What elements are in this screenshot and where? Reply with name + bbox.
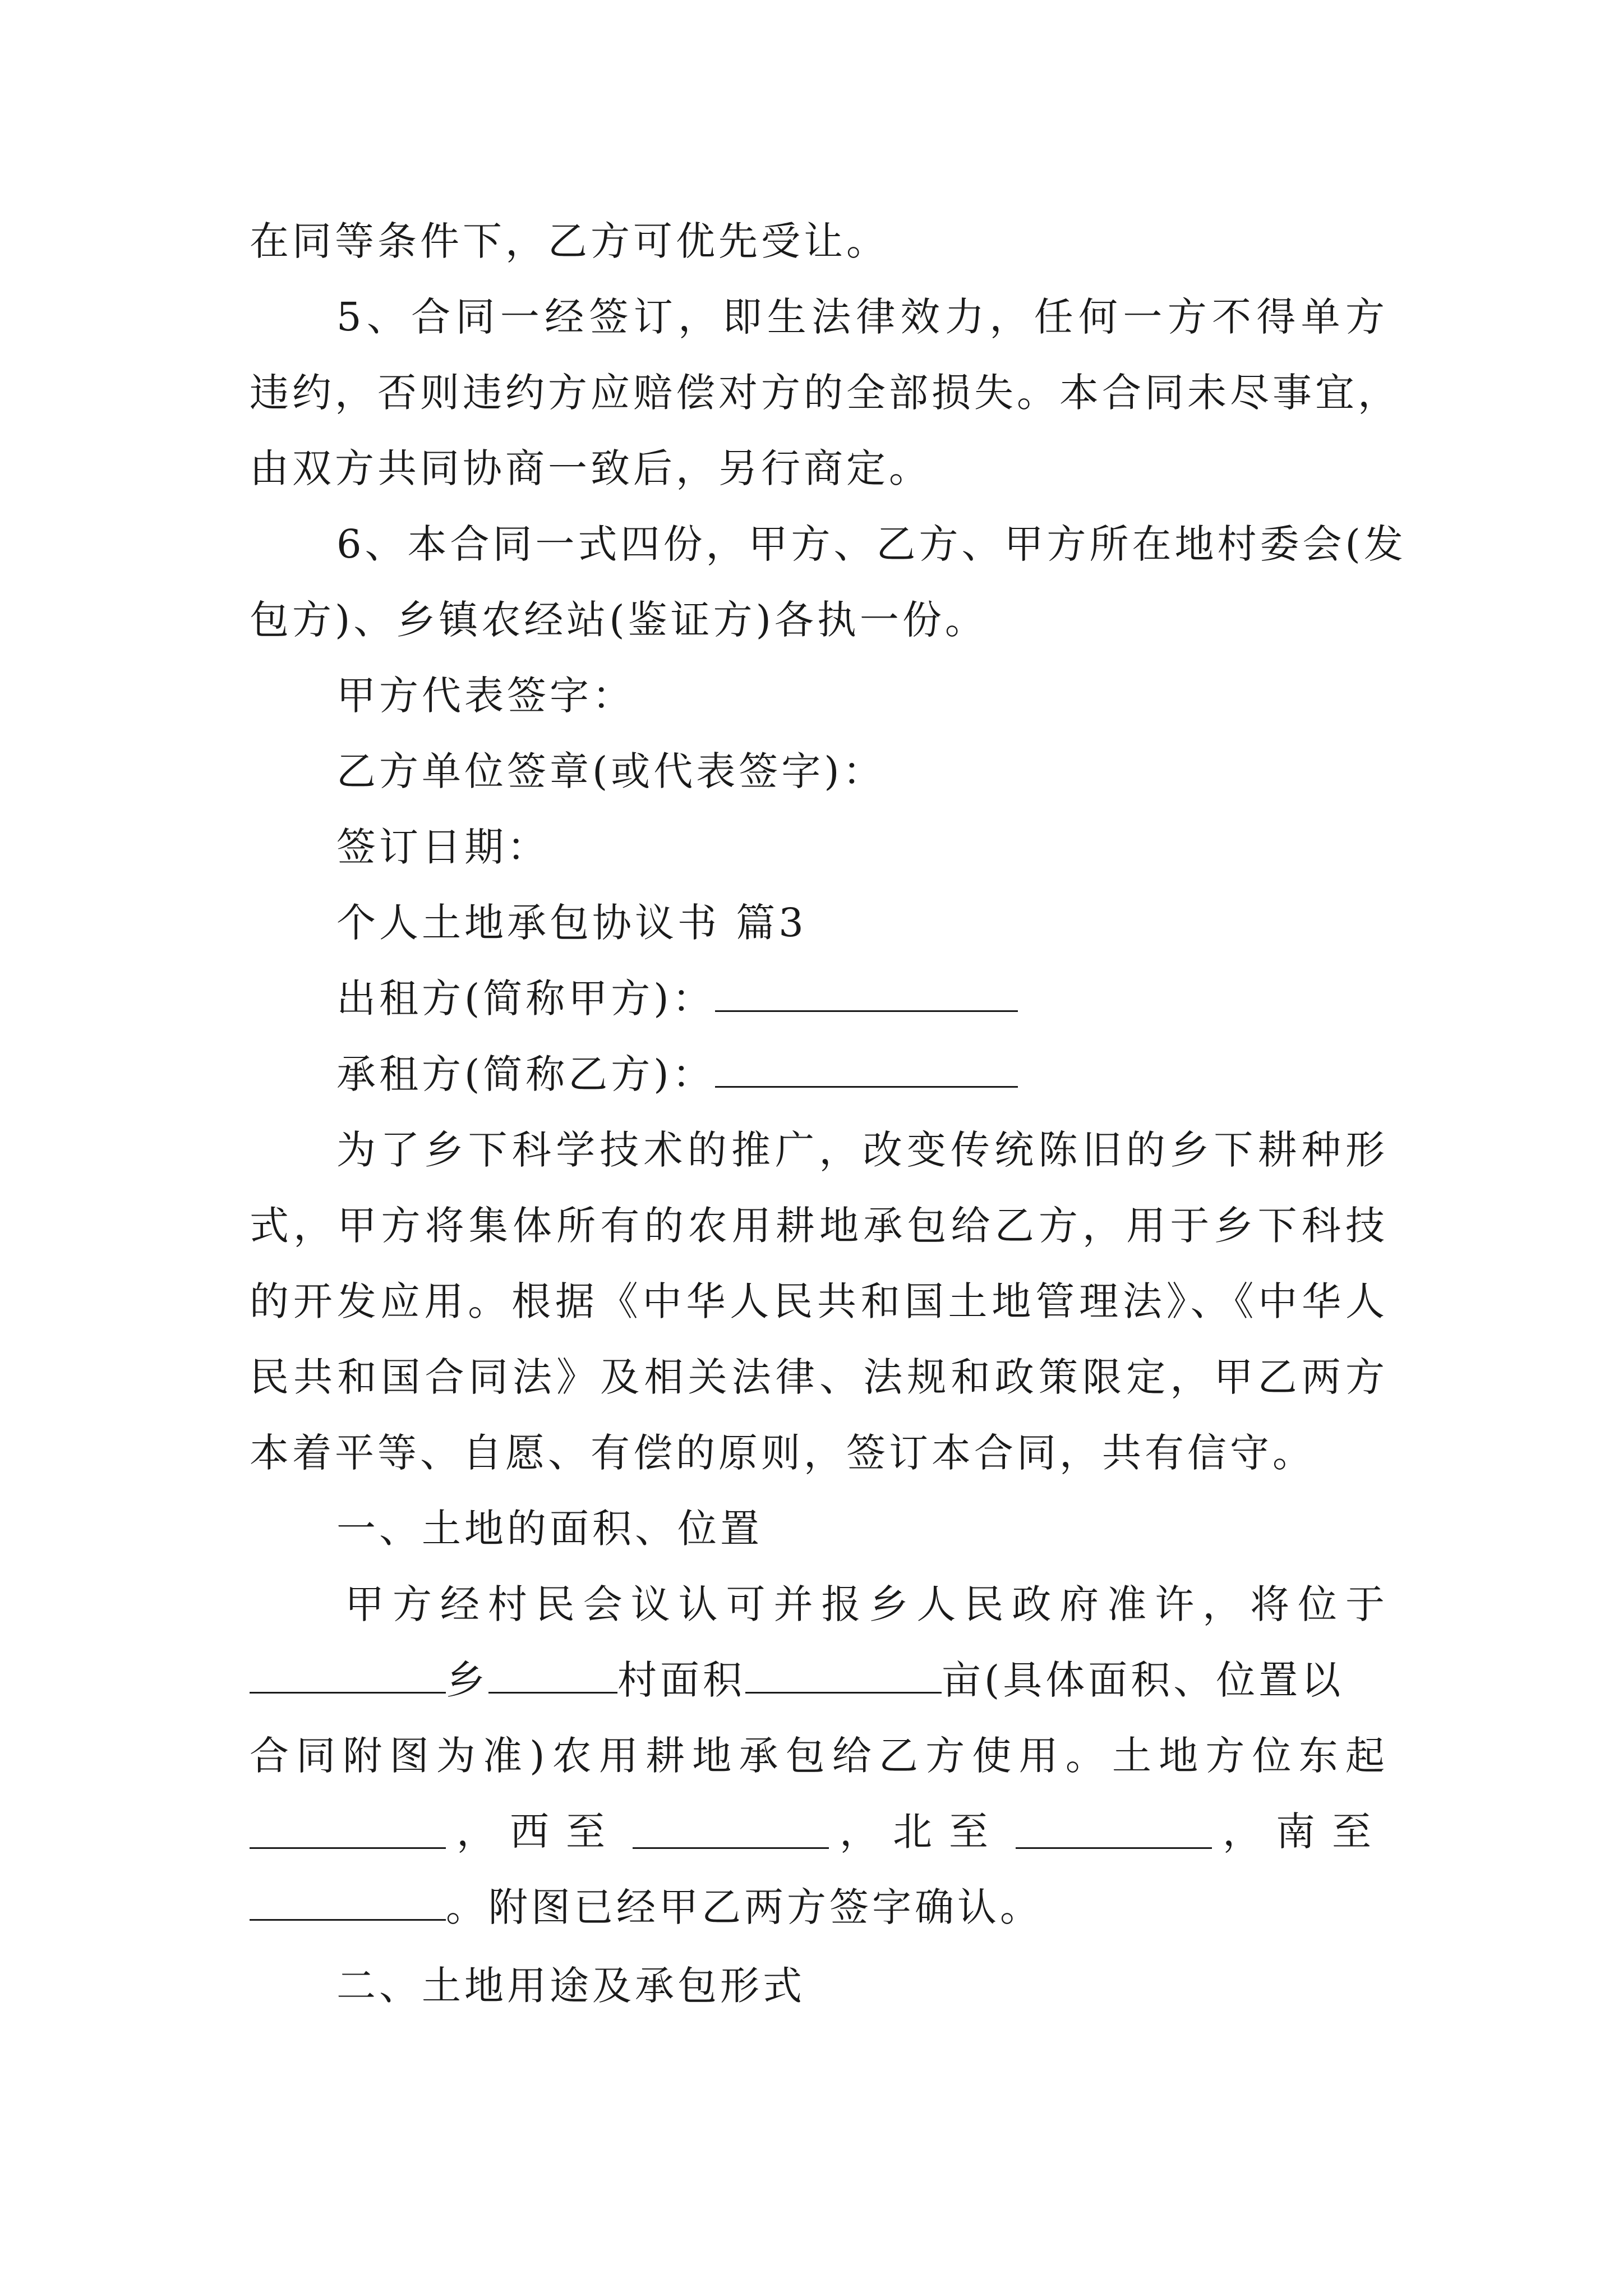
paragraph-line: 6、本合同一式四份，甲方、乙方、甲方所在地村委会(发 [336,521,1407,567]
text-segment: ， [1223,1809,1265,1855]
fill-blank [745,1659,942,1694]
fill-blank [488,1659,617,1694]
fill-blank [633,1815,829,1849]
signing-date: 签订日期： [336,824,550,870]
paragraph-line: 的开发应用。根据《中华人民共和国土地管理法》、《中华人 [250,1278,1388,1324]
paragraph-line: 合同附图为准)农用耕地承包给乙方使用。土地方位东起 [250,1733,1388,1779]
text-segment: 村面积 [617,1657,745,1703]
text-segment: 南至 [1276,1809,1388,1855]
lessee-label: 承租方(简称乙方)： [336,1051,715,1097]
paragraph-line: 为了乡下科学技术的推广，改变传统陈旧的乡下耕种形 [336,1127,1388,1173]
document-page [250,0,1407,2296]
signature-party-a: 甲方代表签字： [336,673,635,719]
fill-blank [250,1659,446,1694]
text-segment: ， [457,1809,499,1855]
lessor-label: 出租方(简称甲方)： [336,976,715,1022]
text-segment: 北至 [893,1809,1005,1855]
lessee-line [336,1043,1388,1105]
paragraph-line: 违约，否则违约方应赔偿对方的全部损失。本合同未尽事宜， [250,370,1400,416]
paragraph-line: 在同等条件下，乙方可优先受让。 [250,218,889,264]
paragraph-line: 民共和国合同法》及相关法律、法规和政策限定，甲乙两方 [250,1354,1388,1400]
text-segment: 亩(具体面积、位置以 [942,1657,1344,1703]
paragraph-line [250,1801,1388,1862]
text-segment: ， [840,1809,882,1855]
section-heading: 二、土地用途及承包形式 [336,1963,805,2009]
fill-blank [715,1053,1018,1088]
section-heading: 一、土地的面积、位置 [336,1506,763,1552]
paragraph-line: 由双方共同协商一致后，另行商定。 [250,445,932,491]
paragraph-line: 式，甲方将集体所有的农用耕地承包给乙方，用于乡下科技 [250,1203,1388,1249]
text-segment: 乡 [446,1657,488,1703]
fill-blank [250,1815,446,1849]
paragraph-line [250,1649,1388,1711]
paragraph-line: 5、合同一经签订，即生法律效力，任何一方不得单方 [336,294,1388,340]
text-segment: 。附图已经甲乙两方签字确认。 [446,1884,1043,1930]
fill-blank [1016,1815,1212,1849]
fill-blank [250,1887,446,1921]
paragraph-line: 本着平等、自愿、有偿的原则，签订本合同，共有信守。 [250,1430,1315,1476]
section-title: 个人土地承包协议书 篇3 [336,900,807,946]
lessor-line [336,968,1388,1029]
text-segment: 西至 [510,1809,622,1855]
paragraph-line [250,1876,1388,1938]
fill-blank [715,978,1018,1012]
paragraph-line: 甲方经村民会议认可并报乡人民政府准许，将位于 [345,1581,1388,1627]
signature-party-b: 乙方单位签章(或代表签字)： [336,748,886,794]
paragraph-line: 包方)、乡镇农经站(鉴证方)各执一份。 [250,597,988,643]
